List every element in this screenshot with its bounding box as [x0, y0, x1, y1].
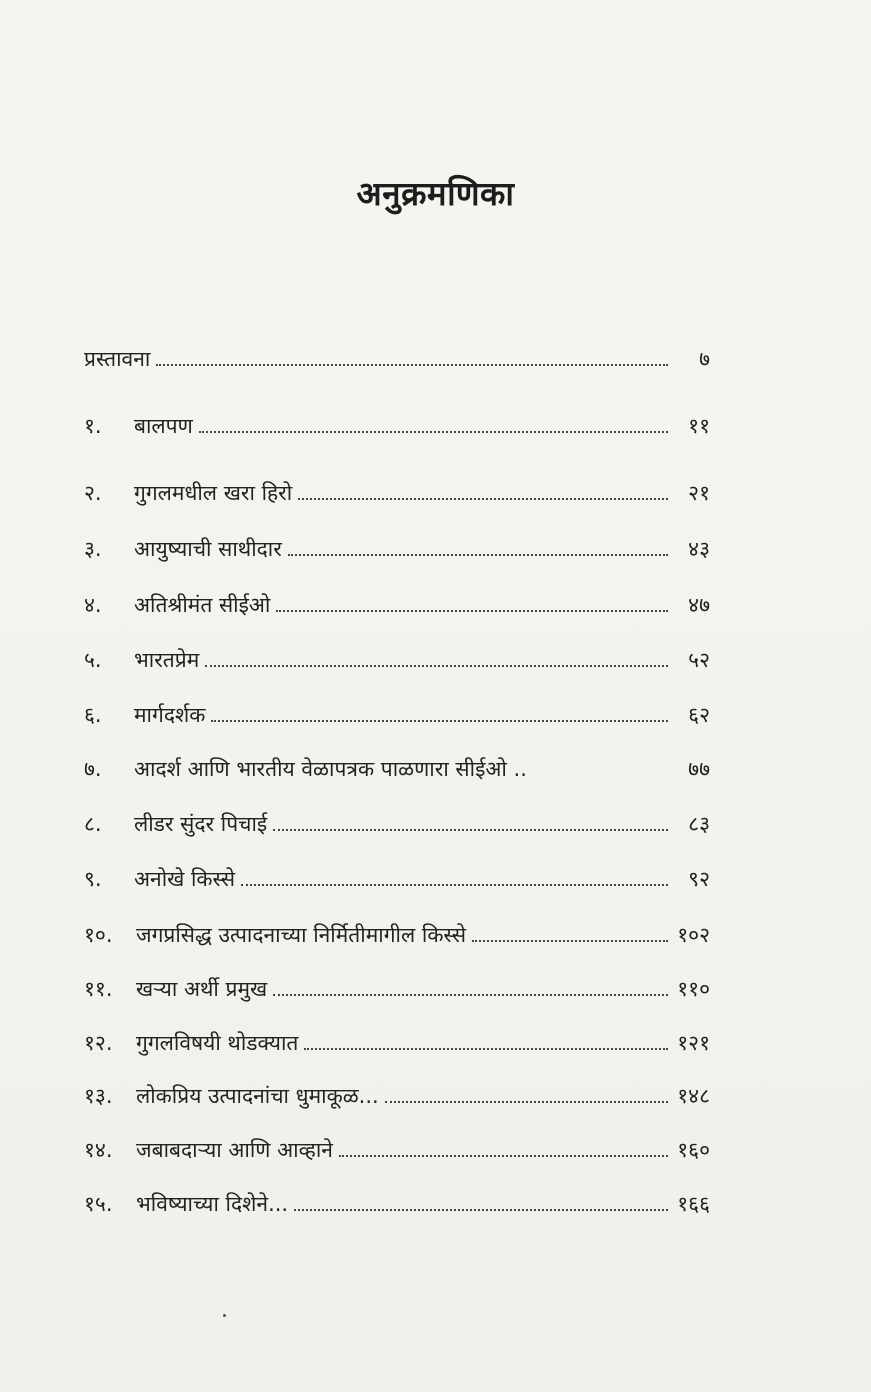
- toc-entry-label: भारतप्रेम: [134, 648, 200, 672]
- toc-entry: [84, 858, 710, 892]
- toc-entry: [84, 584, 710, 618]
- dot-leader: [205, 651, 668, 667]
- toc-entry-page: १६६: [677, 1192, 710, 1216]
- dot-leader: [211, 706, 668, 722]
- toc-entry-label: गुगलमधील खरा हिरो: [134, 481, 293, 505]
- toc-entry-label: आयुष्याची साथीदार: [134, 537, 282, 561]
- dot-leader: [241, 870, 668, 886]
- toc-entry-number: १३.: [84, 1084, 113, 1108]
- toc-entry-page: २१: [688, 481, 710, 505]
- toc-entry-page: ४३: [688, 537, 710, 561]
- dot-leader: [156, 350, 668, 366]
- toc-entry-page: १०२: [677, 923, 710, 947]
- dot-leader: [294, 1195, 668, 1211]
- toc-entry-page: १२१: [677, 1031, 710, 1055]
- toc-entry: [84, 914, 710, 948]
- ink-speck: [223, 1314, 226, 1317]
- toc-entry: [84, 694, 710, 728]
- toc-entry-number: ५.: [84, 648, 102, 672]
- toc-entry-number: ८.: [84, 812, 102, 836]
- toc-entry-page: ७७: [688, 757, 710, 781]
- toc-entry-label: अनोखे किस्से: [134, 867, 236, 891]
- toc-entry-page: ११०: [677, 977, 710, 1001]
- toc-entry-label: जगप्रसिद्ध उत्पादनाच्या निर्मितीमागील किस्से: [136, 923, 467, 947]
- toc-entry-number: ३.: [84, 537, 102, 561]
- dot-leader: [273, 980, 668, 996]
- toc-entry-label: भविष्याच्या दिशेने...: [136, 1192, 289, 1216]
- toc-entry-label: गुगलविषयी थोडक्यात: [136, 1031, 299, 1055]
- toc-entry-number: ११.: [84, 977, 113, 1001]
- dot-leader: [385, 1087, 668, 1103]
- toc-entry: [84, 405, 710, 439]
- toc-entry: [84, 968, 710, 1002]
- page-title: अनुक्रमणिका: [356, 174, 515, 213]
- toc-entry-label: आदर्श आणि भारतीय वेळापत्रक पाळणारा सीईओ ..: [134, 757, 527, 781]
- dot-leader: [304, 1034, 668, 1050]
- toc-entry-number: १०.: [84, 923, 113, 947]
- toc-entry: [84, 803, 710, 837]
- toc-entry-label: खऱ्या अर्थी प्रमुख: [136, 977, 268, 1001]
- dot-leader: [199, 417, 668, 433]
- toc-entry-number: २.: [84, 481, 102, 505]
- toc-entry: [84, 472, 710, 506]
- toc-entry-number: ४.: [84, 593, 102, 617]
- toc-entry: [84, 748, 710, 782]
- toc-entry-page: १४८: [677, 1084, 710, 1108]
- toc-entry-number: ७.: [84, 757, 102, 781]
- toc-entry-page: १६०: [677, 1138, 710, 1162]
- toc-entry-label: मार्गदर्शक: [134, 703, 206, 727]
- dot-leader: [276, 596, 668, 612]
- toc-entry-number: ६.: [84, 703, 102, 727]
- toc-entry-label: बालपण: [134, 414, 193, 438]
- dot-leader: [273, 815, 668, 831]
- toc-entry-label: प्रस्तावना: [84, 347, 151, 371]
- toc-entry: [84, 338, 710, 372]
- toc-entry: [84, 1075, 710, 1109]
- toc-entry-page: ७: [699, 347, 710, 371]
- toc-entry-page: ६२: [688, 703, 710, 727]
- dot-leader: [472, 926, 668, 942]
- toc-entry-label: अतिश्रीमंत सीईओ: [134, 593, 271, 617]
- toc-entry: [84, 528, 710, 562]
- toc-entry-number: १५.: [84, 1192, 113, 1216]
- toc-entry-label: लीडर सुंदर पिचाई: [134, 812, 268, 836]
- dot-leader: [339, 1141, 668, 1157]
- toc-entry-number: ९.: [84, 867, 102, 891]
- toc-entry: [84, 1183, 710, 1217]
- toc-entry-page: ४७: [688, 593, 710, 617]
- toc-entry: [84, 1022, 710, 1056]
- toc-entry: [84, 639, 710, 673]
- toc-entry-page: ९२: [688, 867, 710, 891]
- toc-entry-page: ८३: [688, 812, 710, 836]
- toc-entry-label: जबाबदाऱ्या आणि आव्हाने: [136, 1138, 333, 1162]
- toc-entry-number: १.: [84, 414, 102, 438]
- toc-entry-page: ११: [688, 414, 710, 438]
- toc-entry-number: १२.: [84, 1031, 113, 1055]
- toc-entry: [84, 1129, 710, 1163]
- dot-leader: [298, 484, 668, 500]
- toc-entry-number: १४.: [84, 1138, 113, 1162]
- toc-entry-label: लोकप्रिय उत्पादनांचा धुमाकूळ...: [136, 1084, 379, 1108]
- dot-leader: [288, 540, 668, 556]
- toc-entry-page: ५२: [688, 648, 710, 672]
